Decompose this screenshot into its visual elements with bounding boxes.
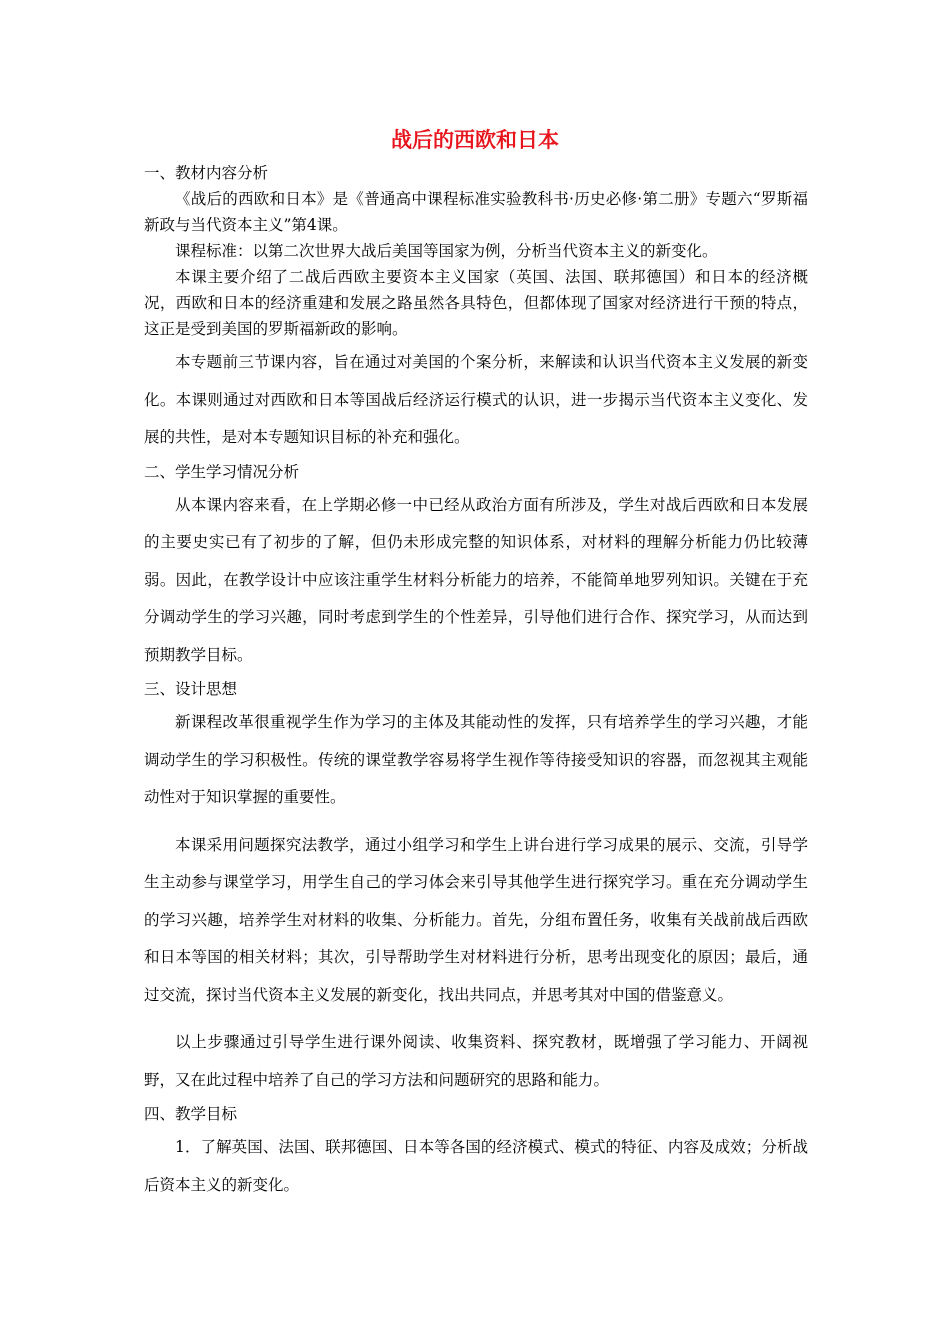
paragraph: 新课程改革很重视学生作为学习的主体及其能动性的发挥，只有培养学生的学习兴趣，才能调动学生的学习积极性。传统的课堂教学容易将学生视作等待接受知识的容器，而忽视其主观能动性对于知识掌握的重要性。 [144,713,808,806]
section-design-ideas [144,676,808,1099]
paragraph: 本课主要介绍了二战后西欧主要资本主义国家（英国、法国、联邦德国）和日本的经济概况，西欧和日本的经济重建和发展之路虽然各具特色，但都体现了国家对经济进行干预的特点，这正是受到美国的罗斯福新政的影响。 [144,268,808,338]
paragraph: 从本课内容来看，在上学期必修一中已经从政治方面有所涉及，学生对战后西欧和日本发展的主要史实已有了初步的了解，但仍未形成完整的知识体系，对材料的理解分析能力仍比较薄弱。因此，在教学设计中应该注重学生材料分析能力的培养，不能简单地罗列知识。关键在于充分调动学生的学习兴趣，同时考虑到学生的个性差异，引导他们进行合作、探究学习，从而达到预期教学目标。 [144,495,808,664]
paragraph: 《战后的西欧和日本》是《普通高中课程标准实验教科书·历史必修·第二册》专题六“罗斯福新政与当代资本主义”第4课。 [144,190,808,234]
section-heading: 二、学生学习情况分析 [144,462,300,481]
section-heading: 三、设计思想 [144,680,238,698]
document-title: 战后的西欧和日本 [391,127,559,152]
section-heading: 四、教学目标 [144,1105,238,1123]
paragraph: 本课采用问题探究法教学，通过小组学习和学生上讲台进行学习成果的展示、交流，引导学生主动参与课堂学习，用学生自己的学习体会来引导其他学生进行探究学习。重在充分调动学生的学习兴趣，培养学生对材料的收集、分析能力。首先，分组布置任务，收集有关战前战后西欧和日本等国的相关材料；其次，引导帮助学生对材料进行分析，思考出现变化的原因；最后，通过交流，探讨当代资本主义发展的新变化，找出共同点，并思考其对中国的借鉴意义。 [144,835,808,1004]
section-teaching-objectives [144,1101,808,1204]
paragraph: 1．了解英国、法国、联邦德国、日本等各国的经济模式、模式的特征、内容及成效；分析战后资本主义的新变化。 [144,1138,808,1194]
document-body [144,160,808,1204]
paragraph: 本专题前三节课内容，旨在通过对美国的个案分析，来解读和认识当代资本主义发展的新变化。本课则通过对西欧和日本等国战后经济运行模式的认识，进一步揭示当代资本主义变化、发展的共性，是对本专题知识目标的补充和强化。 [144,353,808,446]
section-heading: 一、教材内容分析 [144,164,269,182]
section-teaching-material-analysis [144,160,808,457]
paragraph: 课程标准：以第二次世界大战后美国等国家为例，分析当代资本主义的新变化。 [175,242,718,260]
section-student-learning-analysis [144,459,808,675]
paragraph: 以上步骤通过引导学生进行课外阅读、收集资料、探究教材，既增强了学习能力、开阔视野，又在此过程中培养了自己的学习方法和问题研究的思路和能力。 [144,1033,808,1089]
